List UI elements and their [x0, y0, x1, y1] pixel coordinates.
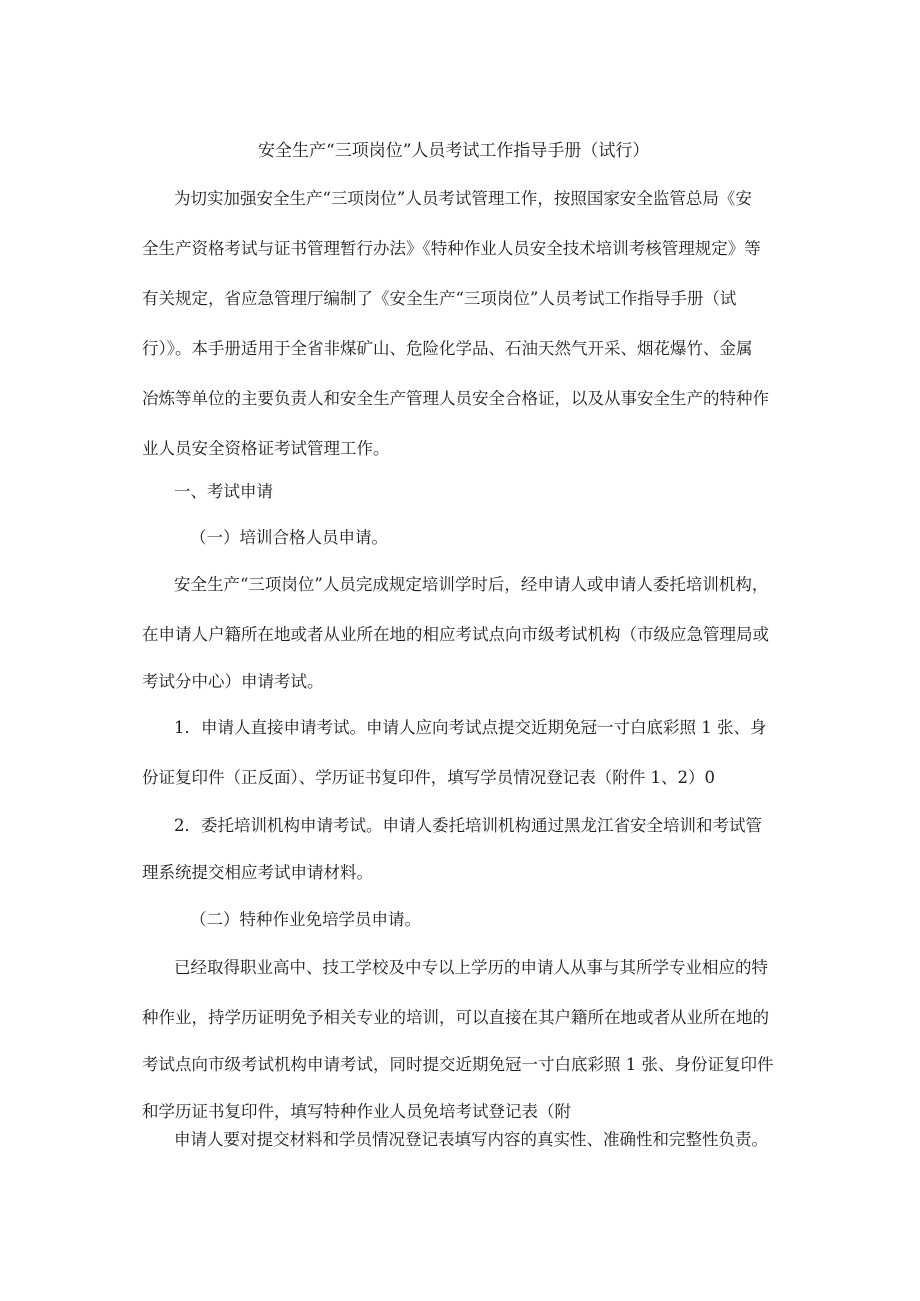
section-heading: 一、考试申请 — [174, 482, 273, 501]
subsection-2-para-line-4: 和学历证书复印件，填写特种作业人员免培考试登记表（附 — [142, 1102, 571, 1121]
item-2-line-1: 2．委托培训机构申请考试。申请人委托培训机构通过黑龙江省安全培训和考试管 — [174, 816, 762, 835]
subsection-1-para-line-3: 考试分中心）申请考试。 — [142, 672, 324, 691]
intro-line-5: 冶炼等单位的主要负责人和安全生产管理人员安全合格证，以及从事安全生产的特种作 — [142, 389, 769, 408]
intro-line-4: 行）》。本手册适用于全省非煤矿山、危险化学品、石油天然气开采、烟花爆竹、金属 — [142, 339, 753, 358]
subsection-1-para-line-2: 在申请人户籍所在地或者从业所在地的相应考试点向市级考试机构（市级应急管理局或 — [142, 625, 769, 644]
item-2-line-2: 理系统提交相应考试申请材料。 — [142, 863, 373, 882]
subsection-2-para-line-2: 种作业，持学历证明免予相关专业的培训，可以直接在其户籍所在地或者从业所在地的 — [142, 1008, 769, 1027]
subsection-2-heading: （二）特种作业免培学员申请。 — [190, 910, 421, 929]
subsection-1-heading: （一）培训合格人员申请。 — [190, 528, 388, 547]
intro-line-2: 全生产资格考试与证书管理暂行办法》《特种作业人员安全技术培训考核管理规定》等 — [142, 239, 761, 258]
document-title: 安全生产“三项岗位”人员考试工作指导手册（试行） — [258, 141, 650, 161]
intro-line-1: 为切实加强安全生产“三项岗位”人员考试管理工作，按照国家安全监管总局《安 — [174, 189, 752, 208]
subsection-2-para-line-1: 已经取得职业高中、技工学校及中专以上学历的申请人从事与其所学专业相应的特 — [174, 958, 768, 977]
intro-line-6: 业人员安全资格证考试管理工作。 — [142, 439, 390, 458]
subsection-2-para-line-3: 考试点向市级考试机构申请考试，同时提交近期免冠一寸白底彩照 1 张、身份证复印件 — [142, 1055, 774, 1074]
subsection-2-para-line-5: 申请人要对提交材料和学员情况登记表填写内容的真实性、准确性和完整性负责。 — [174, 1130, 768, 1149]
item-1-line-1: 1．申请人直接申请考试。申请人应向考试点提交近期免冠一寸白底彩照 1 张、身 — [174, 718, 767, 737]
item-1-line-2: 份证复印件（正反面）、学历证书复印件，填写学员情况登记表（附件 1、2）0 — [142, 768, 715, 787]
subsection-1-para-line-1: 安全生产“三项岗位”人员完成规定培训学时后，经申请人或申请人委托培训机构， — [174, 575, 769, 594]
intro-line-3: 有关规定，省应急管理厅编制了《安全生产“三项岗位”人员考试工作指导手册（试 — [142, 289, 737, 308]
